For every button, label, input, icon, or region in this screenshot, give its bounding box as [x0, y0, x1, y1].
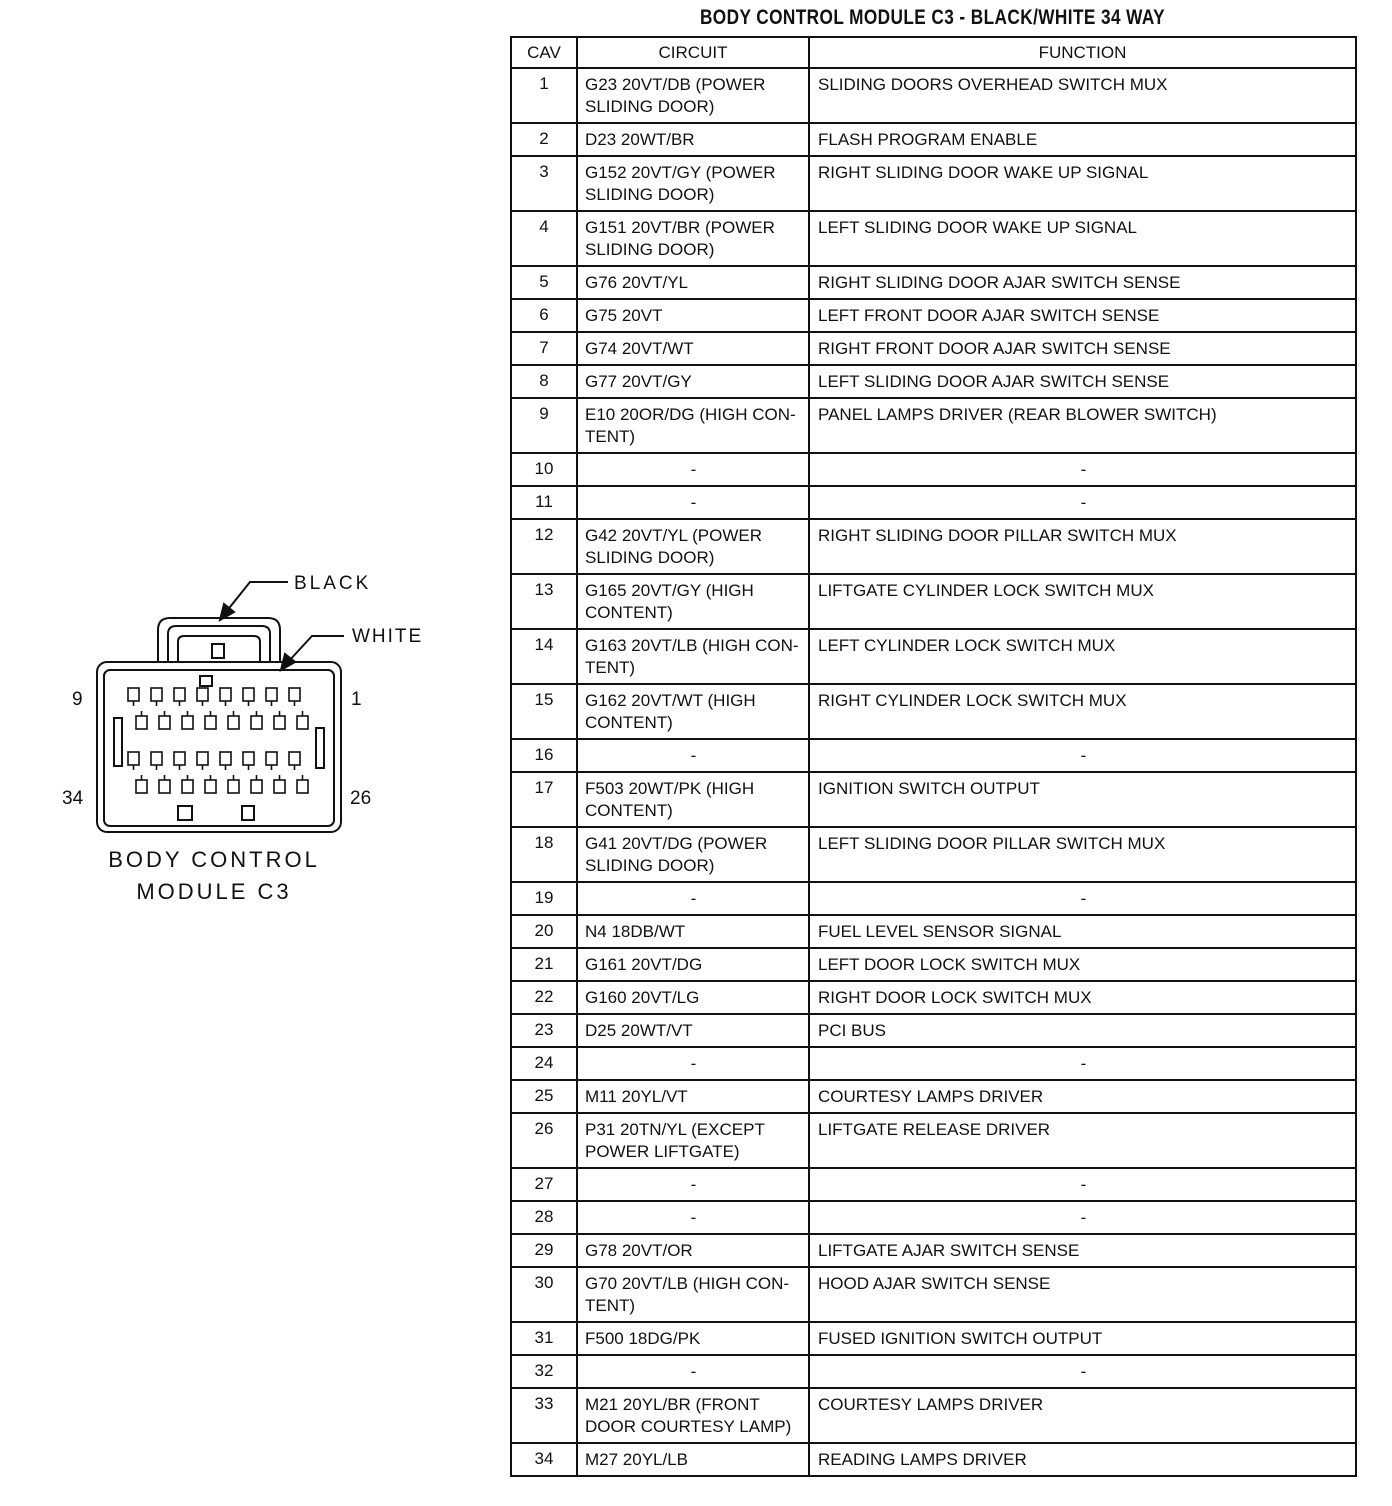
cell-circuit: - — [577, 1168, 809, 1201]
label-black: BLACK — [294, 573, 372, 594]
cell-function: LEFT FRONT DOOR AJAR SWITCH SENSE — [809, 299, 1356, 332]
cell-function: COURTESY LAMPS DRIVER — [809, 1388, 1356, 1443]
pin-cavity — [274, 716, 285, 729]
cell-circuit: G41 20VT/DG (POWER SLIDING DOOR) — [577, 827, 809, 882]
cell-cav: 1 — [511, 68, 577, 123]
pin-cavity — [251, 716, 262, 729]
cell-cav: 2 — [511, 123, 577, 156]
cell-cav: 5 — [511, 266, 577, 299]
table-row — [511, 1201, 1356, 1234]
cell-function: LEFT SLIDING DOOR WAKE UP SIGNAL — [809, 211, 1356, 266]
pin-cavity — [297, 780, 308, 793]
cell-cav: 13 — [511, 574, 577, 629]
cell-circuit: G165 20VT/GY (HIGH CONTENT) — [577, 574, 809, 629]
cell-function: RIGHT DOOR LOCK SWITCH MUX — [809, 981, 1356, 1014]
cell-circuit: N4 18DB/WT — [577, 915, 809, 948]
table-row — [511, 486, 1356, 519]
cell-function: RIGHT FRONT DOOR AJAR SWITCH SENSE — [809, 332, 1356, 365]
cell-function: LEFT CYLINDER LOCK SWITCH MUX — [809, 629, 1356, 684]
cell-cav: 30 — [511, 1267, 577, 1322]
pin-cavity — [182, 716, 193, 729]
label-white: WHITE — [352, 626, 424, 647]
pin-cavity — [151, 752, 162, 765]
table-row — [511, 1168, 1356, 1201]
cell-function: COURTESY LAMPS DRIVER — [809, 1080, 1356, 1113]
table-row — [511, 981, 1356, 1014]
table-row — [511, 156, 1356, 211]
pin-label-top-left: 9 — [72, 689, 83, 710]
cell-cav: 15 — [511, 684, 577, 739]
pin-cavity — [205, 780, 216, 793]
pin-label-bottom-right: 26 — [350, 788, 372, 809]
connector-pin-grid — [128, 688, 308, 793]
cell-function: RIGHT SLIDING DOOR PILLAR SWITCH MUX — [809, 519, 1356, 574]
cell-function: FUEL LEVEL SENSOR SIGNAL — [809, 915, 1356, 948]
cell-function: LEFT SLIDING DOOR PILLAR SWITCH MUX — [809, 827, 1356, 882]
cell-cav: 20 — [511, 915, 577, 948]
table-row — [511, 882, 1356, 915]
pin-label-top-right: 1 — [351, 689, 362, 710]
table-row — [511, 1388, 1356, 1443]
cell-circuit: - — [577, 1201, 809, 1234]
cell-function: - — [809, 1355, 1356, 1388]
cell-function: - — [809, 1201, 1356, 1234]
cell-function: - — [809, 1168, 1356, 1201]
pin-cavity — [289, 688, 300, 701]
cell-circuit: - — [577, 453, 809, 486]
cell-circuit: G152 20VT/GY (POWER SLIDING DOOR) — [577, 156, 809, 211]
table-row — [511, 827, 1356, 882]
pin-cavity — [243, 688, 254, 701]
cell-circuit: G77 20VT/GY — [577, 365, 809, 398]
pin-cavity — [197, 752, 208, 765]
table-row — [511, 1322, 1356, 1355]
table-row — [511, 1355, 1356, 1388]
cell-cav: 19 — [511, 882, 577, 915]
cell-circuit: D23 20WT/BR — [577, 123, 809, 156]
cell-cav: 28 — [511, 1201, 577, 1234]
table-row — [511, 915, 1356, 948]
table-row — [511, 1014, 1356, 1047]
cell-circuit: - — [577, 739, 809, 772]
cell-circuit: G23 20VT/DB (POWER SLIDING DOOR) — [577, 68, 809, 123]
cell-function: - — [809, 486, 1356, 519]
cell-function: - — [809, 453, 1356, 486]
arrow-black-icon — [220, 582, 288, 620]
cell-circuit: F500 18DG/PK — [577, 1322, 809, 1355]
cell-cav: 31 — [511, 1322, 577, 1355]
table-row — [511, 453, 1356, 486]
cell-circuit: - — [577, 882, 809, 915]
table-row — [511, 1047, 1356, 1080]
pin-cavity — [159, 780, 170, 793]
cell-cav: 34 — [511, 1443, 577, 1476]
cell-circuit: E10 20OR/DG (HIGH CON-TENT) — [577, 398, 809, 453]
cell-circuit: G76 20VT/YL — [577, 266, 809, 299]
pinout-table — [510, 36, 1357, 1477]
cell-cav: 4 — [511, 211, 577, 266]
cell-cav: 16 — [511, 739, 577, 772]
cell-circuit: G160 20VT/LG — [577, 981, 809, 1014]
table-row — [511, 1113, 1356, 1168]
connector-diagram — [0, 0, 480, 920]
cell-circuit: M27 20YL/LB — [577, 1443, 809, 1476]
table-row — [511, 398, 1356, 453]
cell-function: SLIDING DOORS OVERHEAD SWITCH MUX — [809, 68, 1356, 123]
header-function: FUNCTION — [809, 37, 1356, 68]
pin-cavity — [128, 688, 139, 701]
cell-function: FLASH PROGRAM ENABLE — [809, 123, 1356, 156]
pin-cavity — [228, 716, 239, 729]
cell-circuit: G75 20VT — [577, 299, 809, 332]
pin-cavity — [228, 780, 239, 793]
cell-function: LEFT SLIDING DOOR AJAR SWITCH SENSE — [809, 365, 1356, 398]
cell-circuit: M11 20YL/VT — [577, 1080, 809, 1113]
pin-cavity — [182, 780, 193, 793]
cell-cav: 26 — [511, 1113, 577, 1168]
cell-cav: 25 — [511, 1080, 577, 1113]
cell-circuit: G161 20VT/DG — [577, 948, 809, 981]
table-row — [511, 299, 1356, 332]
cell-cav: 27 — [511, 1168, 577, 1201]
table-row — [511, 519, 1356, 574]
cell-function: HOOD AJAR SWITCH SENSE — [809, 1267, 1356, 1322]
table-row — [511, 948, 1356, 981]
pin-cavity — [174, 752, 185, 765]
table-row — [511, 1234, 1356, 1267]
pin-label-bottom-left: 34 — [62, 788, 84, 809]
cell-function: - — [809, 739, 1356, 772]
table-row — [511, 772, 1356, 827]
cell-function: RIGHT CYLINDER LOCK SWITCH MUX — [809, 684, 1356, 739]
cell-cav: 11 — [511, 486, 577, 519]
pin-cavity — [159, 716, 170, 729]
cell-function: READING LAMPS DRIVER — [809, 1443, 1356, 1476]
cell-function: - — [809, 882, 1356, 915]
pin-cavity — [136, 716, 147, 729]
cell-circuit: G70 20VT/LB (HIGH CON-TENT) — [577, 1267, 809, 1322]
table-row — [511, 1080, 1356, 1113]
table-header-row — [511, 37, 1356, 68]
cell-function: LIFTGATE AJAR SWITCH SENSE — [809, 1234, 1356, 1267]
cell-cav: 22 — [511, 981, 577, 1014]
cell-cav: 3 — [511, 156, 577, 211]
cell-cav: 24 — [511, 1047, 577, 1080]
cell-function: LIFTGATE CYLINDER LOCK SWITCH MUX — [809, 574, 1356, 629]
pin-cavity — [151, 688, 162, 701]
pin-cavity — [128, 752, 139, 765]
cell-circuit: G42 20VT/YL (POWER SLIDING DOOR) — [577, 519, 809, 574]
table-row — [511, 68, 1356, 123]
table-row — [511, 332, 1356, 365]
cell-function: RIGHT SLIDING DOOR WAKE UP SIGNAL — [809, 156, 1356, 211]
cell-cav: 23 — [511, 1014, 577, 1047]
cell-function: - — [809, 1047, 1356, 1080]
table-row — [511, 266, 1356, 299]
cell-circuit: D25 20WT/VT — [577, 1014, 809, 1047]
header-circuit: CIRCUIT — [577, 37, 809, 68]
cell-function: PANEL LAMPS DRIVER (REAR BLOWER SWITCH) — [809, 398, 1356, 453]
header-cav: CAV — [511, 37, 577, 68]
cell-cav: 29 — [511, 1234, 577, 1267]
table-row — [511, 1267, 1356, 1322]
pin-cavity — [220, 688, 231, 701]
cell-cav: 9 — [511, 398, 577, 453]
pin-cavity — [205, 716, 216, 729]
cell-circuit: G74 20VT/WT — [577, 332, 809, 365]
cell-cav: 18 — [511, 827, 577, 882]
cell-cav: 6 — [511, 299, 577, 332]
cell-cav: 32 — [511, 1355, 577, 1388]
pin-cavity — [289, 752, 300, 765]
cell-circuit: F503 20WT/PK (HIGH CONTENT) — [577, 772, 809, 827]
cell-circuit: - — [577, 1047, 809, 1080]
cell-cav: 33 — [511, 1388, 577, 1443]
pin-cavity — [297, 716, 308, 729]
table-row — [511, 211, 1356, 266]
table-row — [511, 739, 1356, 772]
pin-cavity — [243, 752, 254, 765]
table-title: BODY CONTROL MODULE C3 - BLACK/WHITE 34 WAY — [699, 6, 1166, 29]
cell-function: IGNITION SWITCH OUTPUT — [809, 772, 1356, 827]
cell-circuit: - — [577, 1355, 809, 1388]
pin-cavity — [266, 752, 277, 765]
table-row — [511, 365, 1356, 398]
connector-body — [97, 618, 341, 832]
cell-cav: 7 — [511, 332, 577, 365]
cell-circuit: - — [577, 486, 809, 519]
cell-circuit: M21 20YL/BR (FRONT DOOR COURTESY LAMP) — [577, 1388, 809, 1443]
cell-function: RIGHT SLIDING DOOR AJAR SWITCH SENSE — [809, 266, 1356, 299]
cell-cav: 10 — [511, 453, 577, 486]
pin-cavity — [220, 752, 231, 765]
cell-function: LEFT DOOR LOCK SWITCH MUX — [809, 948, 1356, 981]
cell-cav: 14 — [511, 629, 577, 684]
arrow-white-icon — [281, 636, 344, 670]
pin-cavity — [174, 688, 185, 701]
pinout-table-body — [511, 68, 1356, 1476]
table-row — [511, 1443, 1356, 1476]
cell-circuit: G162 20VT/WT (HIGH CONTENT) — [577, 684, 809, 739]
pin-cavity — [197, 688, 208, 701]
table-row — [511, 123, 1356, 156]
cell-circuit: P31 20TN/YL (EXCEPT POWER LIFTGATE) — [577, 1113, 809, 1168]
cell-circuit: G78 20VT/OR — [577, 1234, 809, 1267]
pin-cavity — [266, 688, 277, 701]
pin-cavity — [251, 780, 262, 793]
table-row — [511, 574, 1356, 629]
cell-circuit: G151 20VT/BR (POWER SLIDING DOOR) — [577, 211, 809, 266]
cell-function: LIFTGATE RELEASE DRIVER — [809, 1113, 1356, 1168]
pin-cavity — [136, 780, 147, 793]
table-row — [511, 629, 1356, 684]
table-row — [511, 684, 1356, 739]
cell-function: PCI BUS — [809, 1014, 1356, 1047]
cell-cav: 21 — [511, 948, 577, 981]
connector-caption-line2: MODULE C3 — [136, 879, 292, 904]
cell-circuit: G163 20VT/LB (HIGH CON-TENT) — [577, 629, 809, 684]
cell-cav: 17 — [511, 772, 577, 827]
cell-cav: 12 — [511, 519, 577, 574]
cell-cav: 8 — [511, 365, 577, 398]
cell-function: FUSED IGNITION SWITCH OUTPUT — [809, 1322, 1356, 1355]
pin-cavity — [274, 780, 285, 793]
connector-caption-line1: BODY CONTROL — [108, 847, 320, 872]
